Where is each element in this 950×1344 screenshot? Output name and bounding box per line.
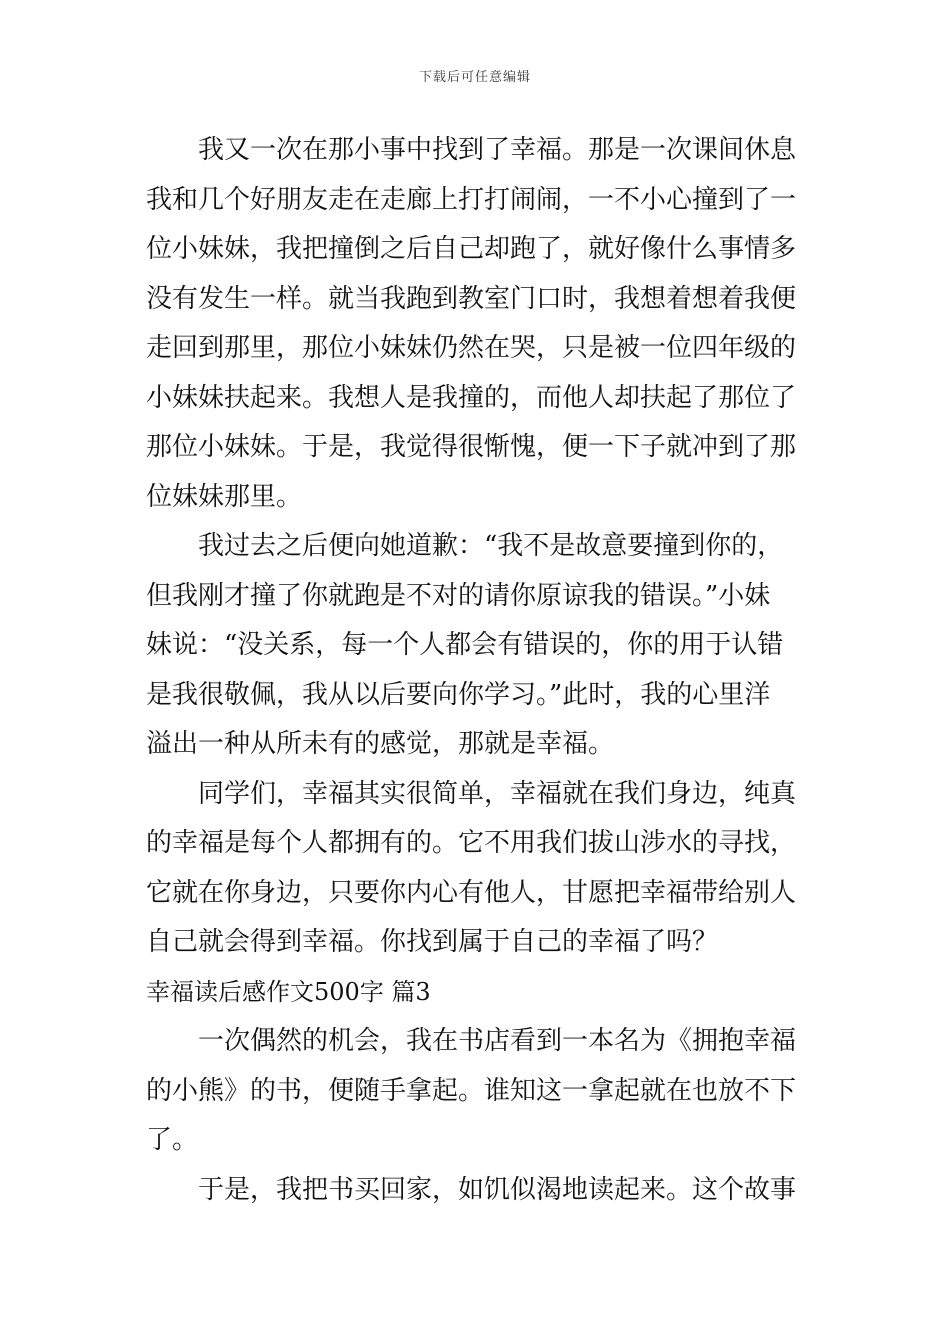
paragraph: [146, 126, 814, 522]
text-line: 小妹妹扶起来。我想人是我撞的，而他人却扶起了那位了: [146, 382, 797, 413]
text-line: 走回到那里，那位小妹妹仍然在哭，只是被一位四年级的: [146, 333, 797, 363]
text-line: 于是，我把书买回家，如饥似渴地读起来。这个故事: [198, 1174, 797, 1205]
text-line: 我又一次在那小事中找到了幸福。那是一次课间休息: [198, 135, 797, 165]
text-line: 位妹妹那里。: [146, 481, 303, 512]
text-line: 溢出一种从所未有的感觉，那就是幸福。: [146, 729, 615, 759]
text-line: 那位小妹妹。于是，我觉得很惭愧，便一下子就冲到了那: [146, 432, 797, 462]
section-heading: 幸福读后感作文500字 篇3: [146, 977, 431, 1006]
text-line: 是我很敬佩，我从以后要向你学习。”此时，我的心里洋: [146, 679, 771, 710]
text-line: 没有发生一样。就当我跑到教室门口时，我想着想着我便: [146, 283, 797, 314]
text-line: 一次偶然的机会，我在书店看到一本名为《拥抱幸福: [198, 1026, 797, 1056]
paragraph: [146, 1166, 814, 1216]
text-line: 我和几个好朋友走在走廊上打打闹闹，一不小心撞到了一: [146, 184, 797, 215]
text-line: 自己就会得到幸福。你找到属于自己的幸福了吗？: [146, 927, 719, 957]
text-line: 的幸福是每个人都拥有的。它不用我们拔山涉水的寻找，: [146, 828, 797, 858]
text-line: 的小熊》的书，便随手拿起。谁知这一拿起就在也放不下: [146, 1075, 797, 1106]
text-line: 它就在你身边，只要你内心有他人，甘愿把幸福带给别人: [146, 877, 797, 908]
text-line: 但我刚才撞了你就跑是不对的请你原谅我的错误。”小妹: [146, 580, 771, 611]
text-line: 同学们，幸福其实很简单，幸福就在我们身边，纯真: [198, 778, 797, 809]
text-line: 了。: [146, 1125, 199, 1155]
text-line: 我过去之后便向她道歉：“我不是故意要撞到你的，: [198, 531, 784, 561]
paragraph: [146, 1017, 814, 1166]
paragraph: [146, 770, 814, 968]
paragraph: [146, 522, 814, 770]
header-note: 下载后可任意编辑: [418, 70, 531, 85]
document-body: [146, 126, 814, 1215]
text-line: 妹说：“没关系，每一个人都会有错误的，你的用于认错: [146, 630, 784, 660]
text-line: 位小妹妹，我把撞倒之后自己却跑了，就好像什么事情多: [146, 234, 797, 264]
